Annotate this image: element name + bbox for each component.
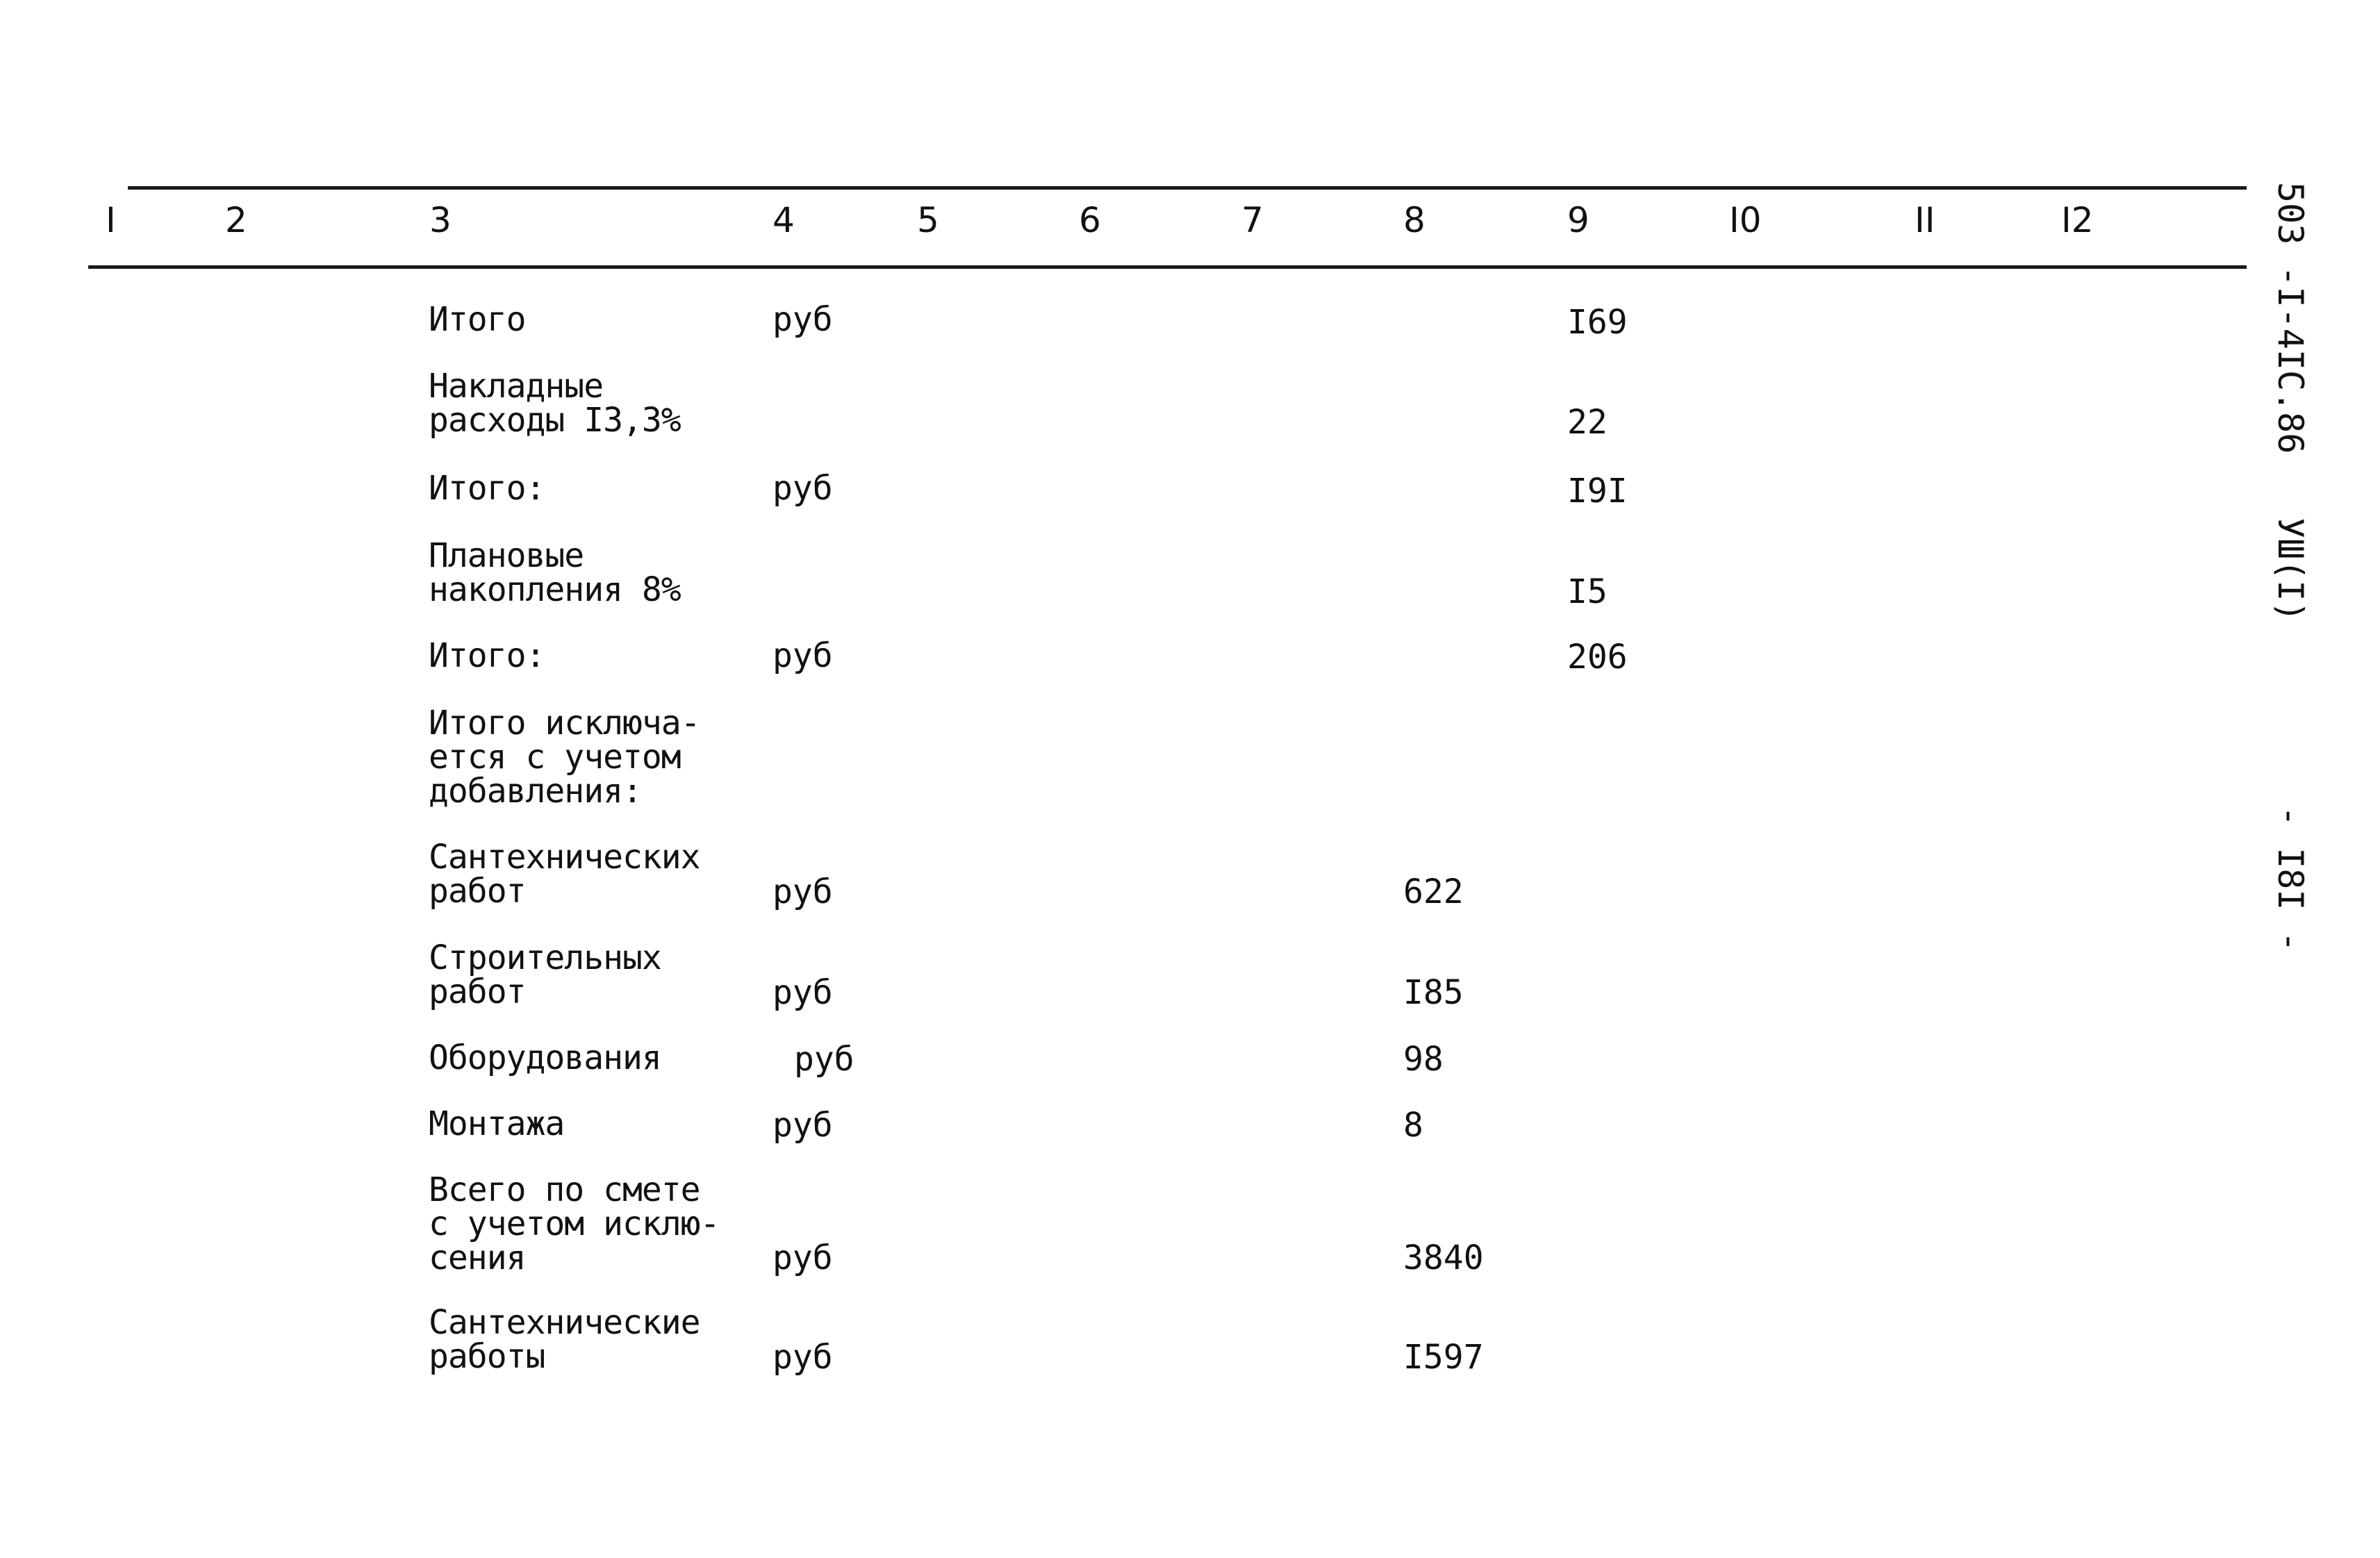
row-value-col9: 22 <box>1567 403 1608 442</box>
top-rule <box>128 186 2247 190</box>
row-description: Итого: <box>429 636 545 675</box>
row-unit: руб <box>772 469 833 508</box>
row-unit: руб <box>794 1040 854 1079</box>
row-unit: руб <box>772 872 833 911</box>
row-value-col9: 206 <box>1567 638 1628 677</box>
column-header: 7 <box>1241 200 1264 240</box>
row-description: Монтажа <box>429 1104 565 1143</box>
row-description: Итого <box>429 300 526 339</box>
album-number: УШ(I) <box>2270 517 2311 622</box>
row-value-col8: 622 <box>1403 872 1464 911</box>
document-code: 503 -I-4IC.86 <box>2270 182 2311 454</box>
row-unit: руб <box>772 300 833 339</box>
row-value-col8: 8 <box>1403 1106 1423 1145</box>
row-value-col9: I69 <box>1567 303 1628 342</box>
column-header: I <box>106 200 116 240</box>
row-description: Оборудования <box>429 1038 661 1077</box>
column-header: I0 <box>1729 200 1762 240</box>
column-header: 9 <box>1567 200 1589 240</box>
column-header: 4 <box>772 200 795 240</box>
column-header: 5 <box>917 200 939 240</box>
row-value-col9: I9I <box>1567 472 1628 511</box>
row-unit: руб <box>772 636 833 675</box>
column-header: 6 <box>1079 200 1101 240</box>
row-value-col8: 3840 <box>1403 1238 1484 1277</box>
row-description: Сантехнических работ <box>429 838 700 911</box>
row-value-col8: 98 <box>1403 1040 1444 1079</box>
row-description: Накладные расходы I3,3% <box>429 367 681 440</box>
column-header: 2 <box>225 200 247 240</box>
row-description: Плановые накопления 8% <box>429 536 681 609</box>
row-description: Итого исключа- ется с учетом добавления: <box>429 704 700 811</box>
column-header: 3 <box>429 200 452 240</box>
row-unit: руб <box>772 973 833 1012</box>
column-header: II <box>1915 200 1935 240</box>
column-header: 8 <box>1403 200 1425 240</box>
row-value-col9: I5 <box>1567 572 1608 611</box>
row-unit: руб <box>772 1338 833 1377</box>
row-unit: руб <box>772 1106 833 1145</box>
row-value-col8: I85 <box>1403 973 1464 1012</box>
column-header: I2 <box>2061 200 2094 240</box>
row-unit: руб <box>772 1238 833 1277</box>
row-value-col8: I597 <box>1403 1338 1484 1377</box>
header-bottom-rule <box>88 265 2247 269</box>
row-description: Итого: <box>429 469 545 508</box>
row-description: Строительных работ <box>429 938 661 1011</box>
page-number: - I8I - <box>2270 806 2311 952</box>
row-description: Всего по смете с учетом исклю- сения <box>429 1170 720 1277</box>
row-description: Сантехнические работы <box>429 1303 700 1376</box>
